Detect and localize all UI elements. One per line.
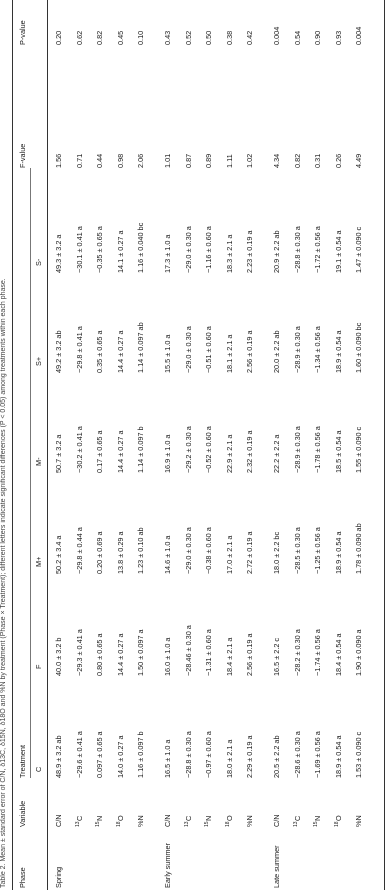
variable-cell	[205, 816, 212, 827]
value-cell: 18.0 ± 2.2 bc	[272, 531, 281, 574]
isotope-superscript: 13	[74, 821, 81, 827]
variable-label: %N	[245, 815, 254, 827]
value-cell: −29.0 ± 0.30 a	[183, 326, 193, 373]
value-cell: 22.2 ± 2.2 a	[272, 434, 281, 473]
value-cell: 18.9 ± 0.54 a	[333, 531, 343, 574]
variable-cell	[273, 814, 280, 827]
value-cell: −28.9 ± 0.30 a	[292, 426, 302, 473]
value-cell: 20.5 ± 2.2 ab	[272, 735, 281, 778]
value-cell: −0.97 ± 0.60 a	[204, 731, 213, 778]
value-cell: 1.14 ± 0.097 ab	[136, 322, 145, 373]
variable-label: C	[292, 815, 302, 821]
f-value-cell: 1.02	[245, 153, 254, 168]
value-cell: 22.9 ± 2.1 a	[224, 434, 234, 473]
p-value-cell: 0.42	[245, 30, 254, 45]
value-cell: 1.60 ± 0.090 bc	[354, 322, 363, 373]
isotope-superscript: 15	[204, 821, 210, 827]
value-cell: 49.3 ± 3.2 a	[54, 234, 63, 273]
value-cell: 0.80 ± 0.65 a	[95, 633, 104, 676]
table-row	[55, 0, 66, 890]
value-cell: −30.1 ± 0.41 a	[74, 226, 84, 273]
variable-label: O	[115, 815, 125, 821]
value-cell: 2.23 ± 0.19 a	[245, 230, 254, 273]
p-value-cell: 0.62	[74, 30, 84, 45]
value-cell: 13.8 ± 0.29 a	[115, 531, 125, 574]
value-cell: 18.4 ± 2.1 a	[224, 637, 234, 676]
value-cell: 16.9 ± 1.0 a	[163, 434, 172, 473]
value-cell: 18.4 ± 0.54 a	[333, 633, 343, 676]
header-treatment-mplus: M+	[34, 556, 43, 567]
value-cell: 18.9 ± 0.54 a	[333, 735, 343, 778]
header-fvalue: F-value	[18, 143, 27, 168]
isotope-superscript: 15	[313, 821, 319, 827]
value-cell: 0.17 ± 0.65 a	[95, 430, 104, 473]
isotope-superscript: 18	[115, 821, 122, 827]
value-cell: −29.8 ± 0.41 a	[74, 326, 84, 373]
value-cell: 20.9 ± 2.2 ab	[272, 230, 281, 273]
value-cell: 1.50 ± 0.097 a	[136, 629, 145, 676]
variable-label: C/N	[272, 814, 281, 827]
table-row	[205, 0, 216, 890]
value-cell: 2.32 ± 0.19 a	[245, 430, 254, 473]
value-cell: −28.9 ± 0.30 a	[292, 326, 302, 373]
variable-cell	[314, 816, 321, 827]
variable-label: N	[313, 815, 322, 821]
value-cell: 14.4 ± 0.27 a	[115, 330, 125, 373]
table-row	[294, 0, 305, 890]
value-cell: 1.90 ± 0.090 a	[354, 629, 363, 676]
value-cell: 17.3 ± 1.0 a	[163, 234, 172, 273]
table-row	[226, 0, 237, 890]
header-treatment-f: F	[34, 664, 43, 669]
header-phase: Phase	[18, 867, 27, 888]
table-row	[185, 0, 196, 890]
value-cell: −29.2 ± 0.30 a	[183, 426, 193, 473]
value-cell: 16.5 ± 1.0 a	[163, 739, 172, 778]
variable-cell	[117, 815, 124, 827]
value-cell: −30.2 ± 0.41 a	[74, 426, 84, 473]
value-cell: 2.56 ± 0.19 a	[245, 633, 254, 676]
value-cell: 48.9 ± 3.2 ab	[54, 735, 63, 778]
table-row	[76, 0, 87, 890]
table-row	[246, 0, 257, 890]
header-treatment: Treatment	[18, 745, 27, 778]
value-cell: −1.78 ± 0.56 a	[313, 426, 322, 473]
value-cell: 15.5 ± 1.0 a	[163, 334, 172, 373]
value-cell: 18.5 ± 0.54 a	[333, 430, 343, 473]
variable-cell	[55, 814, 62, 827]
f-value-cell: 0.31	[313, 153, 322, 168]
value-cell: 1.55 ± 0.090 c	[354, 426, 363, 473]
value-cell: −0.38 ± 0.60 a	[204, 527, 213, 574]
header-pvalue: P-value	[18, 20, 27, 45]
f-value-cell: 1.56	[54, 153, 63, 168]
table-row	[355, 0, 366, 890]
value-cell: −29.0 ± 0.30 a	[183, 527, 193, 574]
value-cell: −28.2 ± 0.30 a	[292, 629, 302, 676]
value-cell: 14.4 ± 0.27 a	[115, 430, 125, 473]
variable-cell	[246, 815, 253, 827]
value-cell: −29.3 ± 0.41 a	[74, 629, 84, 676]
p-value-cell: 0.93	[333, 30, 343, 45]
value-cell: 18.9 ± 0.54 a	[333, 330, 343, 373]
f-value-cell: 0.98	[115, 153, 125, 168]
isotope-superscript: 18	[333, 821, 340, 827]
value-cell: 19.1 ± 0.54 a	[333, 230, 343, 273]
p-value-cell: 0.54	[292, 30, 302, 45]
bottom-rule	[384, 0, 385, 890]
treatment-span-rule	[30, 168, 31, 778]
value-cell: −29.6 ± 0.41 a	[74, 731, 84, 778]
value-cell: −1.72 ± 0.56 a	[313, 226, 322, 273]
f-value-cell: 1.11	[224, 154, 234, 168]
value-cell: −28.8 ± 0.30 a	[292, 226, 302, 273]
value-cell: −28.8 ± 0.30 a	[183, 731, 193, 778]
value-cell: 18.3 ± 2.1 a	[224, 234, 234, 273]
variable-label: C	[183, 815, 193, 821]
header-treatment-splus: S+	[34, 356, 43, 366]
table-row	[164, 0, 175, 890]
value-cell: −1.31 ± 0.60 a	[204, 629, 213, 676]
isotope-superscript: 13	[183, 821, 190, 827]
p-value-cell: 0.82	[95, 30, 104, 45]
f-value-cell: 2.06	[136, 153, 145, 168]
p-value-cell: 0.20	[54, 30, 63, 45]
value-cell: 1.16 ± 0.040 bc	[136, 222, 145, 273]
variable-label: C	[74, 815, 84, 821]
variable-label: %N	[136, 815, 145, 827]
f-value-cell: 0.26	[333, 153, 343, 168]
value-cell: 16.5 ± 2.2 c	[272, 637, 281, 676]
f-value-cell: 4.49	[354, 153, 363, 168]
variable-cell	[335, 815, 342, 827]
p-value-cell: 0.38	[224, 30, 234, 45]
f-value-cell: 0.44	[95, 153, 104, 168]
phase-label: Late summer	[272, 845, 281, 888]
value-cell: −1.69 ± 0.56 a	[313, 731, 322, 778]
variable-cell	[137, 815, 144, 827]
value-cell: −0.51 ± 0.60 a	[204, 326, 213, 373]
isotope-superscript: 18	[224, 821, 231, 827]
variable-label: O	[224, 815, 234, 821]
table-row	[137, 0, 148, 890]
value-cell: 2.72 ± 0.19 a	[245, 531, 254, 574]
value-cell: 0.20 ± 0.69 a	[95, 531, 104, 574]
isotope-superscript: 13	[292, 821, 299, 827]
variable-label: C/N	[163, 814, 172, 827]
table-row	[314, 0, 325, 890]
f-value-cell: 0.82	[292, 153, 302, 168]
value-cell: −1.25 ± 0.56 a	[313, 527, 322, 574]
isotope-superscript: 15	[95, 821, 101, 827]
f-value-cell: 0.87	[183, 153, 193, 168]
value-cell: −1.34 ± 0.56 a	[313, 326, 322, 373]
f-value-cell: 1.01	[163, 153, 172, 168]
value-cell: 14.1 ± 0.27 a	[115, 230, 125, 273]
variable-cell	[96, 816, 103, 827]
value-cell: 14.0 ± 0.27 a	[115, 735, 125, 778]
table-row	[335, 0, 346, 890]
value-cell: −29.8 ± 0.44 a	[74, 527, 84, 574]
value-cell: 1.47 ± 0.090 c	[354, 226, 363, 273]
p-value-cell: 0.52	[183, 30, 193, 45]
value-cell: 20.0 ± 2.2 ab	[272, 330, 281, 373]
f-value-cell: 4.34	[272, 153, 281, 168]
header-variable: Variable	[18, 800, 27, 827]
value-cell: −28.5 ± 0.30 a	[292, 527, 302, 574]
value-cell: 14.4 ± 0.27 a	[115, 633, 125, 676]
p-value-cell: 0.50	[204, 30, 213, 45]
value-cell: 1.16 ± 0.097 b	[136, 731, 145, 778]
p-value-cell: 0.90	[313, 30, 322, 45]
value-cell: −29.0 ± 0.30 a	[183, 226, 193, 273]
phase-label: Spring	[54, 866, 63, 888]
variable-cell	[185, 816, 192, 827]
p-value-cell: 0.43	[163, 30, 172, 45]
header-treatment-c: C	[34, 766, 43, 772]
variable-cell	[355, 815, 362, 827]
value-cell: 50.2 ± 3.4 a	[54, 535, 63, 574]
phase-label: Early summer	[163, 842, 172, 888]
header-bottom-rule	[47, 0, 48, 890]
table-caption: Table 2. Mean ± standard error of C/N, δ13C, δ15N, δ18O and %N by treatment (Phase × Treatment); different letters indicate significant differences (P < 0.05) among treatments within each phase.	[0, 278, 7, 888]
variable-cell	[226, 815, 233, 827]
table-row	[96, 0, 107, 890]
value-cell: 18.0 ± 2.1 a	[224, 739, 234, 778]
variable-label: %N	[354, 815, 363, 827]
value-cell: 49.2 ± 3.2 ab	[54, 330, 63, 373]
value-cell: 1.23 ± 0.10 ab	[136, 527, 145, 574]
header-treatment-mminus: M-	[34, 457, 43, 466]
f-value-cell: 0.89	[204, 153, 213, 168]
value-cell: −1.16 ± 0.60 a	[204, 226, 213, 273]
value-cell: −0.52 ± 0.60 a	[204, 426, 213, 473]
table-row	[273, 0, 284, 890]
p-value-cell: 0.004	[354, 26, 363, 45]
value-cell: 50.7 ± 3.2 a	[54, 434, 63, 473]
value-cell: −1.74 ± 0.56 a	[313, 629, 322, 676]
variable-cell	[76, 816, 83, 827]
p-value-cell: 0.004	[272, 26, 281, 45]
variable-label: N	[204, 815, 213, 821]
variable-label: O	[333, 815, 343, 821]
value-cell: 1.78 ± 0.090 ab	[354, 523, 363, 574]
value-cell: 14.6 ± 1.0 a	[163, 535, 172, 574]
value-cell: 1.53 ± 0.090 c	[354, 731, 363, 778]
table-row	[117, 0, 128, 890]
value-cell: 2.56 ± 0.19 a	[245, 330, 254, 373]
value-cell: 1.14 ± 0.097 b	[136, 426, 145, 473]
value-cell: −28.46 ± 0.30 a	[183, 625, 193, 676]
top-rule	[12, 0, 13, 890]
value-cell: 0.097 ± 0.65 a	[95, 731, 104, 778]
p-value-cell: 0.10	[136, 30, 145, 45]
variable-label: C/N	[54, 814, 63, 827]
value-cell: 17.0 ± 2.1 a	[224, 535, 234, 574]
value-cell: 18.1 ± 2.1 a	[224, 334, 234, 373]
value-cell: 16.0 ± 1.0 a	[163, 637, 172, 676]
value-cell: 2.29 ± 0.19 a	[245, 735, 254, 778]
value-cell: −28.6 ± 0.30 a	[292, 731, 302, 778]
p-value-cell: 0.45	[115, 30, 125, 45]
value-cell: −0.35 ± 0.65 a	[95, 226, 104, 273]
variable-cell	[294, 816, 301, 827]
header-treatment-sminus: S-	[34, 258, 43, 266]
variable-label: N	[95, 815, 104, 821]
value-cell: 0.35 ± 0.65 a	[95, 330, 104, 373]
f-value-cell: 0.71	[74, 153, 84, 168]
variable-cell	[164, 814, 171, 827]
value-cell: 40.0 ± 3.2 b	[54, 637, 63, 676]
